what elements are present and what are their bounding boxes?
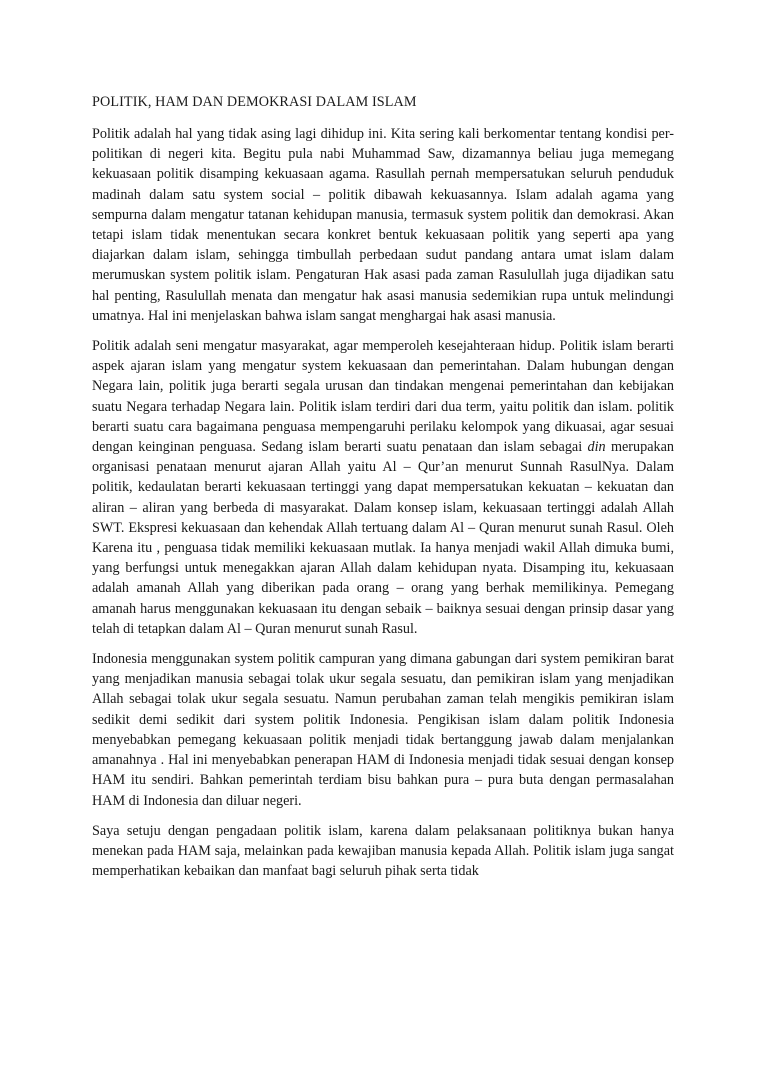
paragraph-2-italic-term: din: [587, 439, 606, 456]
paragraph-1-text: Politik adalah hal yang tidak asing lagi dihidup ini. Kita sering kali berkomentar tentang kondisi per-politikan di negeri kita. Begitu pula nabi Muhammad Saw, dizamannya beliau juga memegang kekuasaan politik disamping kekuasaan agama. Rasullah pernah mempersatukan seluruh penduduk madinah dalam satu system social – politik dibawah kekuasannya. Islam adalah agama yang sempurna dalam mengatur tatanan kehidupan manusia, termasuk system politik dan demokrasi. Akan tetapi islam tidak menentukan secara konkret bentuk kekuasaan politik yang seperti apa yang diajarkan dalam islam, sehingga timbullah perbedaan sudut pandang antara umat islam dalam merumuskan system politik islam. Pengaturan Hak asasi pada zaman Rasulullah juga dijadikan satu hal penting, Rasulullah menata dan mengatur hak asasi manusia sedemikian rupa untuk melindungi umatnya. Hal ini menjelaskan bahwa islam sangat menghargai hak asasi manusia.: [92, 126, 674, 324]
paragraph-3: [92, 649, 674, 811]
paragraph-4-text: Saya setuju dengan pengadaan politik islam, karena dalam pelaksanaan politiknya bukan hanya menekan pada HAM saja, melainkan pada kewajiban manusia kepada Allah. Politik islam juga sangat memperhatikan kebaikan dan manfaat bagi seluruh pihak serta tidak: [92, 822, 674, 880]
paragraph-2-text-b: merupakan organisasi penataan menurut ajaran Allah yaitu Al – Qur’an menurut Sunnah RasulNya. Dalam politik, kedaulatan berarti kekuasaan tertinggi yang dapat mempersatukan kekuatan – kekuatan dan aliran – aliran yang berbeda di masyarakat. Dalam konsep islam, kekuasaan tertinggi adalah Allah SWT. Ekspresi kekuasaan dan kehendak Allah tertuang dalam Al – Quran menurut sunah Rasul. Oleh Karena itu , penguasa tidak memiliki kekuasaan mutlak. Ia hanya menjadi wakil Allah dimuka bumi, yang berfungsi untuk menegakkan ajaran Allah dalam kehidupan nyata. Disamping itu, kekuasaan adalah amanah Allah yang diberikan pada orang – orang yang berhak memilikinya. Pemegang amanah harus menggunakan kekuasaan itu dengan sebaik – baiknya sesuai dengan prinsip dasar yang telah di tetapkan dalam Al – Quran menurut sunah Rasul.: [92, 439, 674, 637]
paragraph-4: [92, 821, 674, 882]
paragraph-2-text-a: Politik adalah seni mengatur masyarakat, agar memperoleh kesejahteraan hidup. Politik islam berarti aspek ajaran islam yang mengatur system kekuasaan dan pemerintahan. Dalam hubungan dengan Negara lain, politik juga berarti segala urusan dan tindakan mengenai pemerintahan dan kebijakan suatu Negara terhadap Negara lain. Politik islam terdiri dari dua term, yaitu politik dan islam. politik berarti suatu cara bagaimana penguasa mempengaruhi perilaku kelompok yang dikuasai, agar sesuai dengan keinginan penguasa. Sedang islam berarti suatu penataan dan islam sebagai: [92, 338, 674, 456]
paragraph-3-text: Indonesia menggunakan system politik campuran yang dimana gabungan dari system pemikiran barat yang menjadikan manusia sebagai tolak ukur segala sesuatu, dan pemikiran islam yang menjadikan Allah sebagai tolak ukur segala sesuatu. Namun perubahan zaman telah mengikis pemikiran islam sedikit demi sedikit dari system politik Indonesia. Pengikisan islam dalam politik Indonesia menyebabkan pemegang kekuasaan politik menjadi tidak bertanggung jawab dalam menjalankan amanahnya . Hal ini menyebabkan penerapan HAM di Indonesia menjadi tidak sesuai dengan konsep HAM itu sendiri. Bahkan pemerintah terdiam bisu bahkan pura – pura buta dengan permasalahan HAM di Indonesia dan diluar negeri.: [92, 651, 674, 809]
document-page: [92, 92, 674, 891]
document-title: POLITIK, HAM DAN DEMOKRASI DALAM ISLAM: [92, 94, 417, 110]
paragraph-2: [92, 336, 674, 639]
paragraph-1: [92, 124, 674, 326]
